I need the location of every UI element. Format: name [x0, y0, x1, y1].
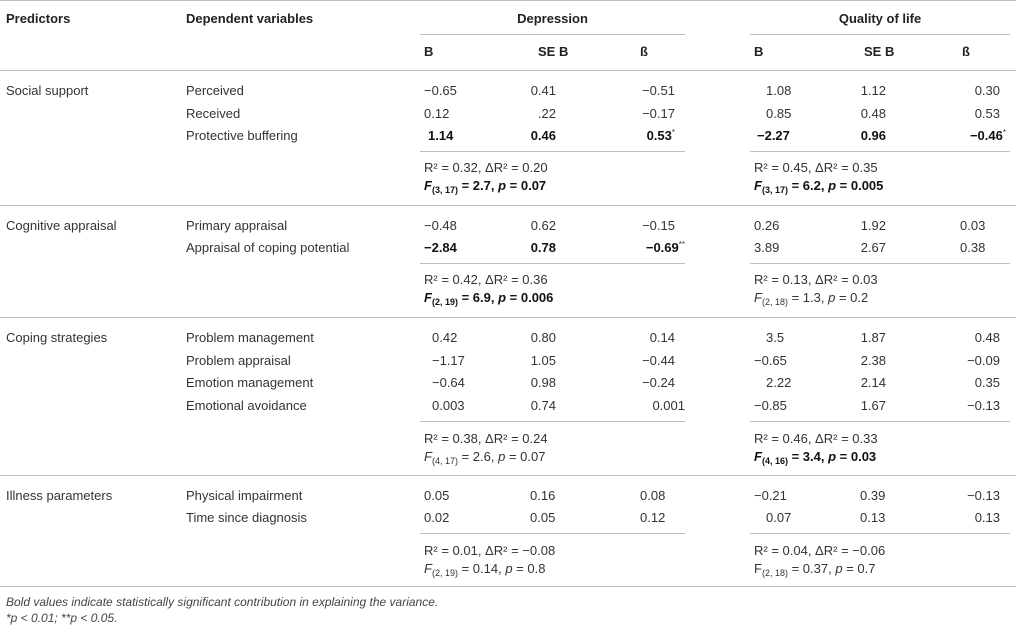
dep-b-cell: −0.48	[424, 218, 457, 233]
qol-b-cell: 0.07	[766, 510, 792, 525]
f-df: (2, 19)	[431, 297, 458, 307]
qol-seb-cell: 1.92	[860, 218, 886, 233]
row-variable: Problem appraisal	[186, 353, 291, 368]
dep-beta-cell: −0.44	[642, 353, 675, 368]
dep-seb-cell: 0.46	[530, 128, 556, 143]
col-header-dep-b: B	[424, 44, 434, 59]
qol-b-cell: −0.85	[754, 398, 787, 413]
row-variable: Protective buffering	[186, 128, 298, 143]
col-header-qol-seb: SE B	[864, 44, 895, 59]
f-df: (2, 18)	[761, 568, 788, 578]
qol-f-summary	[754, 561, 875, 577]
f-symbol: F	[754, 561, 762, 576]
qol-beta-value: −0.46	[969, 128, 1003, 143]
summary-rule-qol	[750, 421, 1010, 422]
p-symbol: p	[498, 290, 507, 305]
row-variable: Primary appraisal	[186, 218, 288, 233]
col-header-dep-seb: SE B	[538, 44, 569, 59]
qol-beta-cell: −0.09	[967, 353, 1000, 368]
dep-b-cell: 0.42	[432, 330, 458, 345]
qol-beta-cell: 0.53	[974, 106, 1000, 121]
dep-beta-cell-wrap	[590, 240, 685, 256]
dep-seb-cell: 0.74	[530, 398, 556, 413]
row-variable: Emotional avoidance	[186, 398, 307, 413]
header-dependent-variables: Dependent variables	[186, 11, 314, 26]
f-value: = 1.3,	[787, 290, 829, 305]
qol-beta-cell: 0.38	[960, 240, 986, 255]
qol-b-cell: −0.65	[754, 353, 787, 368]
qol-beta-cell: 0.30	[974, 83, 1000, 98]
p-symbol: p	[498, 449, 506, 464]
dep-seb-cell: 0.05	[530, 510, 556, 525]
f-symbol: F	[754, 449, 762, 464]
p-symbol: p	[835, 561, 843, 576]
qol-beta-cell: 0.35	[974, 375, 1000, 390]
dep-beta-cell: 0.08	[640, 488, 666, 503]
f-df: (4, 17)	[431, 456, 458, 466]
p-symbol: p	[828, 290, 836, 305]
qol-beta-cell-wrap	[920, 128, 1006, 144]
dep-beta-value: −0.69	[645, 240, 679, 255]
p-value: = 0.7	[842, 561, 876, 576]
p-symbol: p	[828, 178, 837, 193]
dep-r2-summary: R² = 0.42, ΔR² = 0.36	[424, 272, 548, 287]
group-header-rule-qol	[750, 34, 1010, 35]
dep-b-cell: 0.12	[424, 106, 450, 121]
p-value: = 0.005	[836, 178, 884, 193]
f-symbol: F	[424, 449, 432, 464]
qol-beta-cell: 0.03	[960, 218, 986, 233]
row-variable: Time since diagnosis	[186, 510, 307, 525]
dep-beta-cell: −0.17	[642, 106, 675, 121]
dep-seb-cell: 1.05	[530, 353, 556, 368]
top-rule	[0, 0, 1016, 1]
significance-marker: **	[678, 240, 685, 249]
footnote-significance: *p < 0.01; **p < 0.05.	[6, 611, 118, 625]
col-header-qol-b: B	[754, 44, 764, 59]
row-variable: Emotion management	[186, 375, 314, 390]
header-bottom-rule	[0, 70, 1016, 71]
dep-r2-summary: R² = 0.01, ΔR² = −0.08	[424, 543, 556, 558]
f-symbol: F	[424, 290, 432, 305]
dep-beta-value: 0.53	[646, 128, 672, 143]
f-df: (2, 18)	[761, 297, 788, 307]
row-variable: Perceived	[186, 83, 244, 98]
dep-seb-cell: 0.98	[530, 375, 556, 390]
dep-b-cell: 0.003	[432, 398, 465, 413]
dep-b-cell: 1.14	[428, 128, 454, 143]
f-value: = 0.14,	[457, 561, 506, 576]
qol-b-cell: −0.21	[754, 488, 787, 503]
summary-rule-dep	[420, 421, 685, 422]
dep-seb-cell: 0.78	[530, 240, 556, 255]
summary-rule-dep	[420, 533, 685, 534]
header-depression: Depression	[517, 11, 588, 26]
header-predictors: Predictors	[6, 11, 71, 26]
summary-rule-qol	[750, 151, 1010, 152]
qol-f-summary	[754, 178, 883, 194]
p-value: = 0.006	[506, 290, 554, 305]
f-symbol: F	[424, 178, 432, 193]
dep-b-cell: −1.17	[432, 353, 465, 368]
dep-f-summary	[424, 178, 546, 194]
dep-beta-cell-wrap	[590, 128, 675, 144]
dep-beta-cell: −0.15	[642, 218, 675, 233]
qol-b-cell: 2.22	[766, 375, 792, 390]
section-divider	[0, 317, 1016, 318]
qol-beta-cell: −0.13	[967, 488, 1000, 503]
dep-f-summary	[424, 290, 553, 306]
dep-beta-cell: 0.12	[640, 510, 666, 525]
f-symbol: F	[424, 561, 432, 576]
dep-f-summary	[424, 561, 545, 577]
table-bottom-rule	[0, 586, 1016, 587]
group-header-rule-depression	[420, 34, 685, 35]
f-value: = 2.6,	[457, 449, 499, 464]
qol-b-cell: 3.89	[754, 240, 780, 255]
qol-seb-cell: 0.48	[860, 106, 886, 121]
section-divider	[0, 475, 1016, 476]
qol-seb-cell: 1.87	[860, 330, 886, 345]
p-value: = 0.2	[835, 290, 869, 305]
dep-seb-cell: 0.41	[530, 83, 556, 98]
dep-r2-summary: R² = 0.38, ΔR² = 0.24	[424, 431, 548, 446]
f-value: = 2.7,	[457, 178, 499, 193]
dep-r2-summary: R² = 0.32, ΔR² = 0.20	[424, 160, 548, 175]
qol-seb-cell: 0.96	[860, 128, 886, 143]
qol-b-cell: 3.5	[766, 330, 785, 345]
dep-seb-cell: 0.80	[530, 330, 556, 345]
summary-rule-dep	[420, 263, 685, 264]
footnote-bold-values: Bold values indicate statistically significant contribution in explaining the variance.	[6, 595, 439, 609]
predictor-social-support: Social support	[6, 83, 89, 98]
f-value: = 0.37,	[787, 561, 836, 576]
summary-rule-qol	[750, 263, 1010, 264]
f-df: (2, 19)	[431, 568, 458, 578]
f-df: (4, 16)	[761, 456, 788, 466]
row-variable: Received	[186, 106, 241, 121]
qol-b-cell: 0.85	[766, 106, 792, 121]
qol-f-summary	[754, 449, 876, 465]
significance-marker: *	[1002, 128, 1006, 137]
qol-seb-cell: 2.38	[860, 353, 886, 368]
f-value: = 6.2,	[787, 178, 829, 193]
p-value: = 0.07	[505, 449, 546, 464]
qol-r2-summary: R² = 0.45, ΔR² = 0.35	[754, 160, 878, 175]
dep-b-cell: −0.65	[424, 83, 457, 98]
summary-rule-qol	[750, 533, 1010, 534]
qol-b-cell: −2.27	[757, 128, 790, 143]
predictor-coping-strategies: Coping strategies	[6, 330, 108, 345]
dep-b-cell: −0.64	[432, 375, 465, 390]
qol-seb-cell: 1.12	[860, 83, 886, 98]
dep-beta-cell: −0.24	[642, 375, 675, 390]
col-header-dep-beta: ß	[640, 44, 648, 59]
f-df: (3, 17)	[431, 185, 458, 195]
dep-seb-cell: 0.16	[530, 488, 556, 503]
qol-f-summary	[754, 290, 868, 306]
qol-beta-cell: 0.48	[974, 330, 1000, 345]
qol-beta-cell: 0.13	[974, 510, 1000, 525]
section-divider	[0, 205, 1016, 206]
qol-r2-summary: R² = 0.04, ΔR² = −0.06	[754, 543, 886, 558]
qol-seb-cell: 0.39	[860, 488, 886, 503]
f-value: = 6.9,	[457, 290, 499, 305]
qol-seb-cell: 0.13	[860, 510, 886, 525]
qol-b-cell: 0.26	[754, 218, 780, 233]
row-variable: Physical impairment	[186, 488, 303, 503]
row-variable: Appraisal of coping potential	[186, 240, 350, 255]
predictor-illness-parameters: Illness parameters	[6, 488, 113, 503]
p-symbol: p	[828, 449, 837, 464]
dep-b-cell: 0.02	[424, 510, 450, 525]
qol-r2-summary: R² = 0.13, ΔR² = 0.03	[754, 272, 878, 287]
p-value: = 0.03	[836, 449, 877, 464]
header-quality-of-life: Quality of life	[838, 11, 922, 26]
qol-seb-cell: 1.67	[860, 398, 886, 413]
predictor-cognitive-appraisal: Cognitive appraisal	[6, 218, 117, 233]
qol-b-cell: 1.08	[766, 83, 792, 98]
summary-rule-dep	[420, 151, 685, 152]
dep-b-cell: 0.05	[424, 488, 450, 503]
dep-seb-cell: 0.62	[530, 218, 556, 233]
f-df: (3, 17)	[761, 185, 788, 195]
p-value: = 0.8	[512, 561, 546, 576]
dep-beta-cell: −0.51	[642, 83, 675, 98]
f-value: = 3.4,	[787, 449, 829, 464]
significance-marker: *	[671, 128, 675, 137]
qol-seb-cell: 2.14	[860, 375, 886, 390]
qol-seb-cell: 2.67	[860, 240, 886, 255]
dep-b-cell: −2.84	[424, 240, 457, 255]
dep-seb-cell: .22	[537, 106, 556, 121]
row-variable: Problem management	[186, 330, 314, 345]
dep-f-summary	[424, 449, 545, 465]
p-symbol: p	[498, 178, 507, 193]
col-header-qol-beta: ß	[962, 44, 970, 59]
dep-beta-cell: 0.001	[652, 398, 685, 413]
p-value: = 0.07	[506, 178, 547, 193]
qol-beta-cell: −0.13	[967, 398, 1000, 413]
f-symbol: F	[754, 178, 762, 193]
p-symbol: p	[505, 561, 513, 576]
dep-beta-cell: 0.14	[649, 330, 675, 345]
f-symbol: F	[754, 290, 762, 305]
qol-r2-summary: R² = 0.46, ΔR² = 0.33	[754, 431, 878, 446]
